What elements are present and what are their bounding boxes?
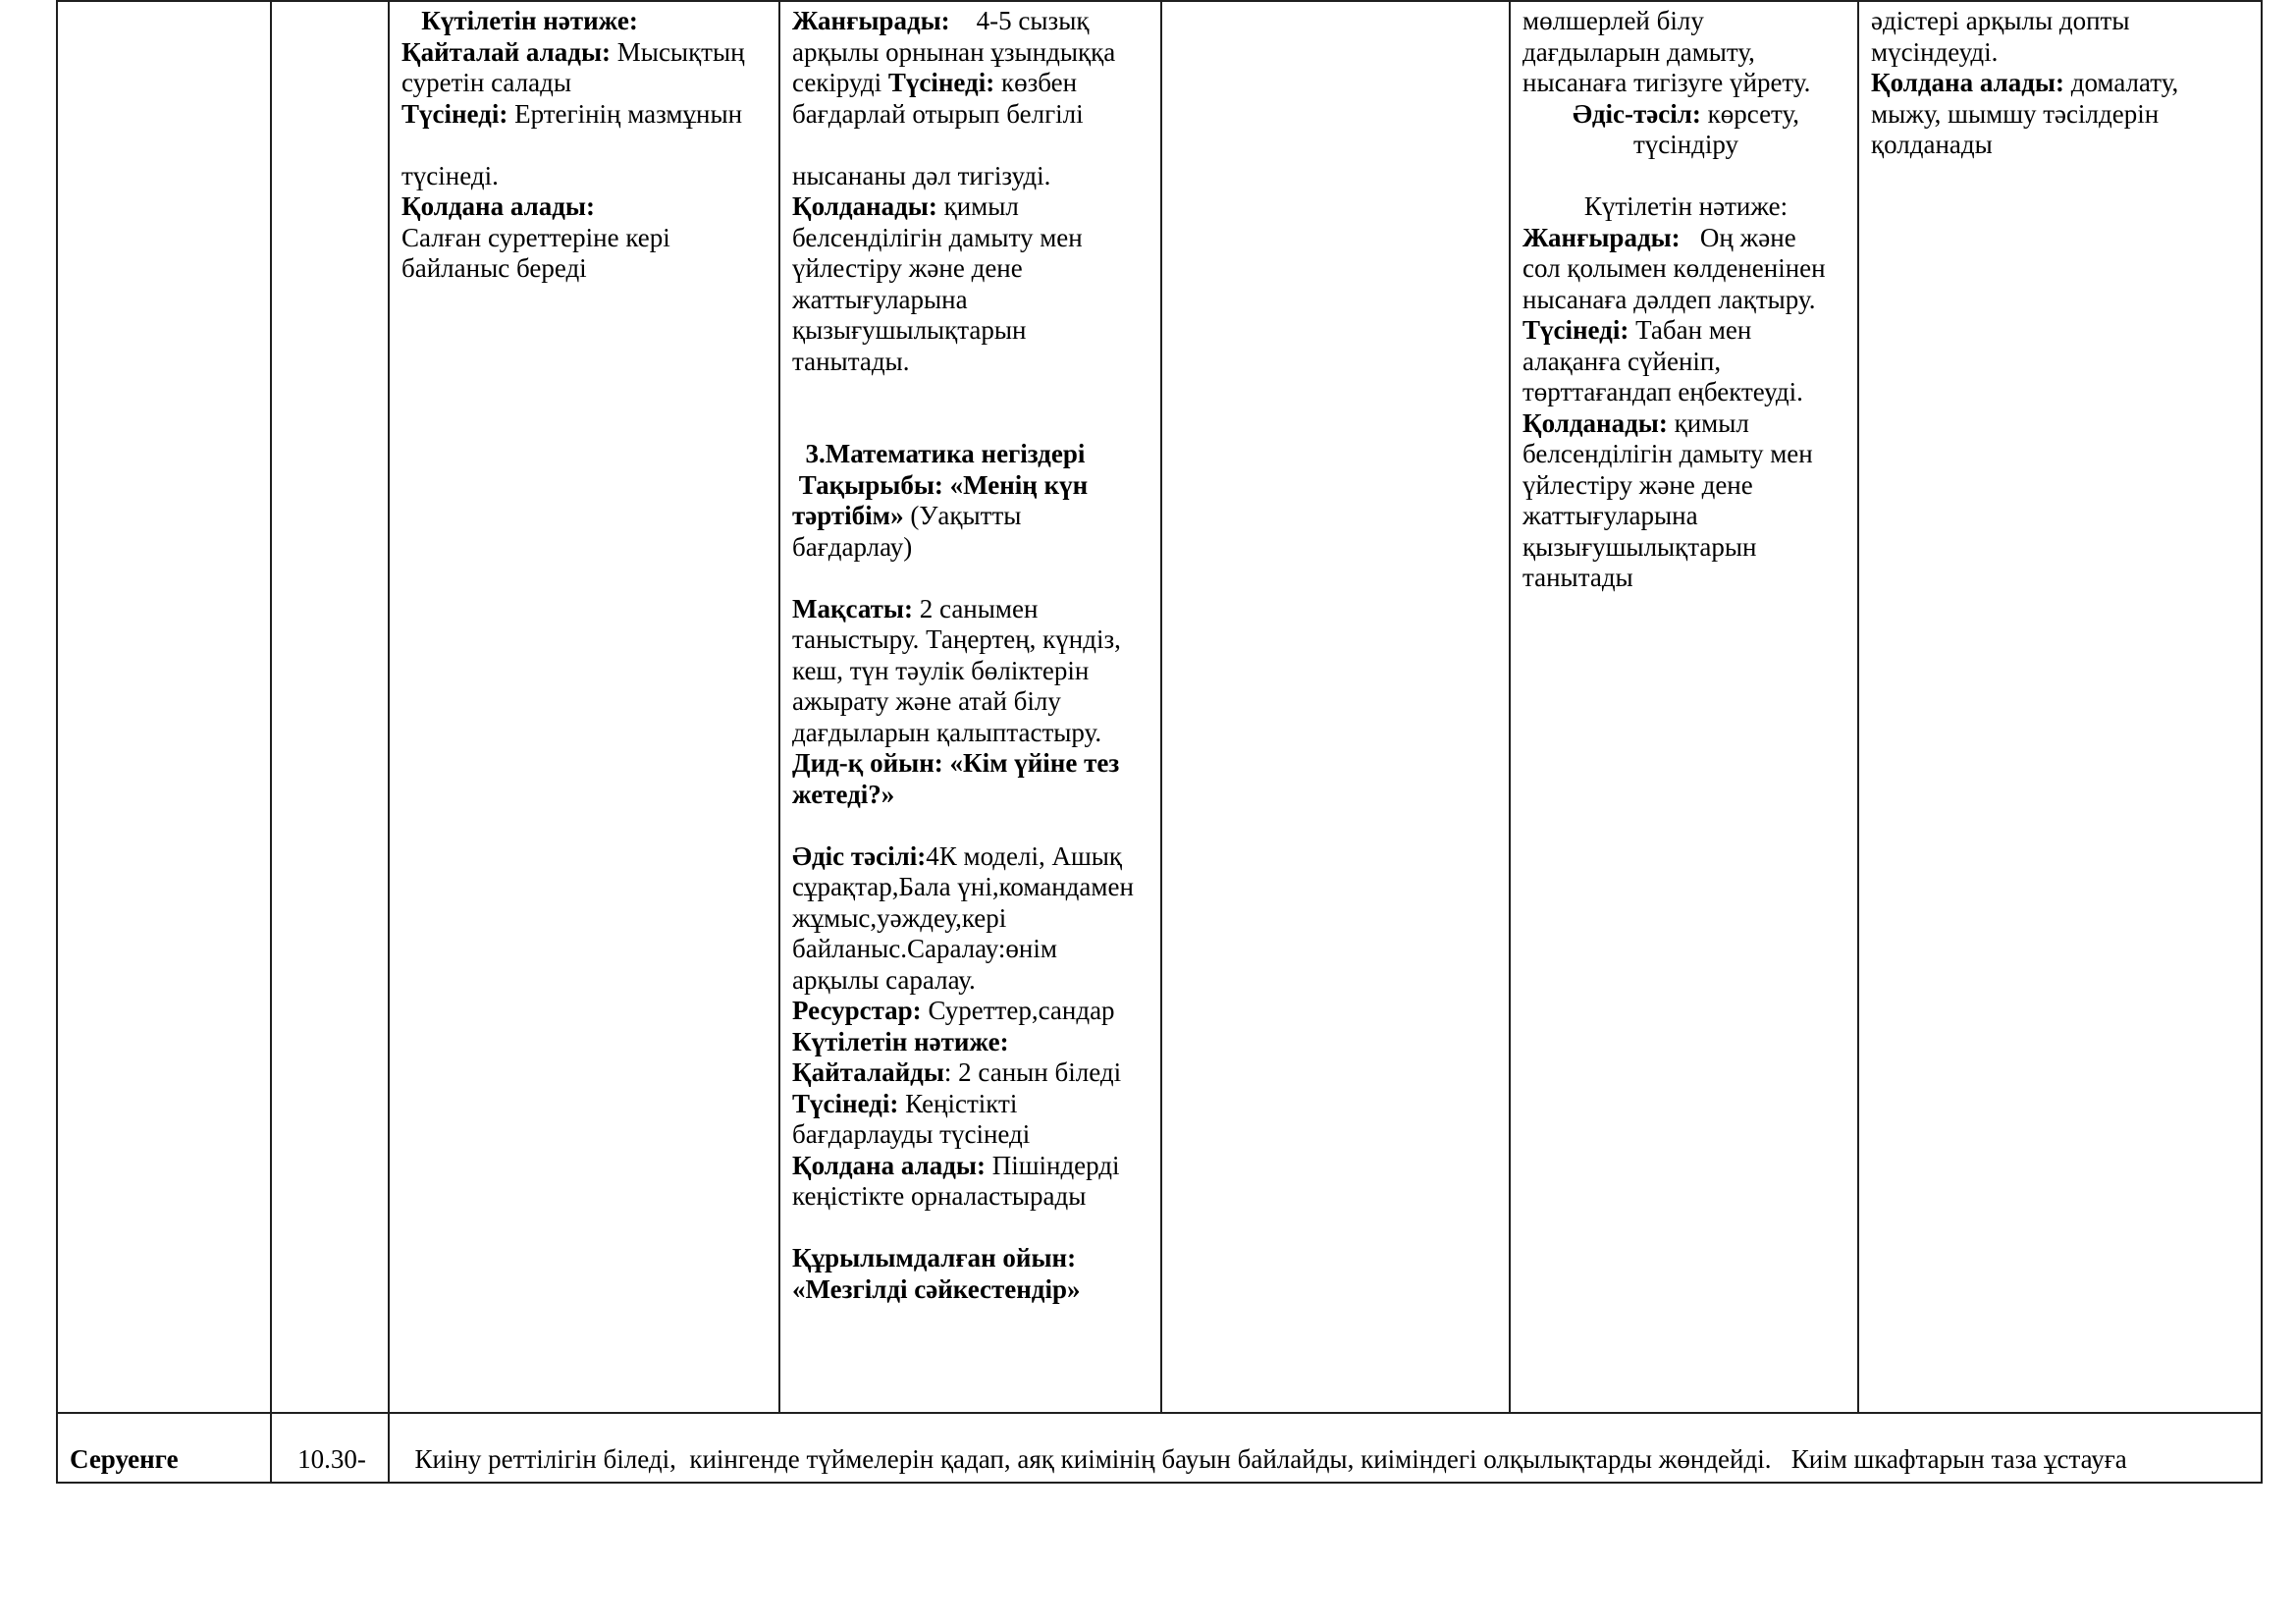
text-line: арқылы саралау.	[792, 964, 976, 995]
text-line: 3.Математика негіздері	[792, 439, 1086, 468]
text-line: Әдіс тәсілі:4К моделі, Ашық	[792, 840, 1123, 871]
text-line: Құрылымдалған ойын:	[792, 1243, 1077, 1272]
math-lesson-text	[792, 6, 1152, 1305]
text-line: Күтілетін нәтиже:	[1583, 191, 1789, 221]
text-line: Қолданады: қимыл	[792, 191, 1019, 221]
text-line: төрттағандап еңбектеуді.	[1522, 377, 1803, 406]
text-line: жетеді?»	[792, 779, 895, 809]
text-line: кеңістікте орналастырады	[792, 1181, 1087, 1211]
text-line: нысанаға дәлдеп лақтыру.	[1522, 284, 1816, 314]
text-line	[792, 1213, 1152, 1244]
text-line: дағдыларын дамыту,	[1522, 36, 1755, 67]
text-line: Түсінеді: Ертегінің мазмұнын	[401, 98, 743, 129]
text-line: мыжу, шымшу тәсілдерін	[1871, 98, 2160, 129]
text-line: жаттығуларына	[792, 284, 968, 314]
text-line: түсіндіру	[1632, 130, 1739, 159]
text-line: Түсінеді: Кеңістікті	[792, 1088, 1018, 1118]
text-line: секіруді Түсінеді: көзбен	[792, 68, 1078, 97]
text-line: ажырату және атай білу	[792, 686, 1061, 716]
text-line: Қолдана алады: Пішіндерді	[792, 1150, 1120, 1180]
lesson-plan-table	[56, 0, 2263, 1484]
text-line: сұрақтар,Бала үні,командамен	[792, 872, 1134, 901]
text-line: бағдарлау)	[792, 531, 913, 562]
text-line: Салған суреттеріне кері	[401, 222, 670, 252]
text-line: бағдарлай отырып белгілі	[792, 98, 1084, 129]
text-line	[792, 563, 1152, 594]
text-line: Әдіс-тәсіл: көрсету,	[1572, 98, 1800, 129]
text-line: әдістері арқылы допты	[1871, 6, 2130, 35]
text-line: суретін салады	[401, 68, 571, 97]
text-line: нысананы дәл тигізуді.	[792, 160, 1051, 190]
text-line: Күтілетін нәтиже:	[401, 6, 638, 35]
text-line	[792, 408, 1152, 440]
text-line: Күтілетін нәтиже:	[792, 1026, 1009, 1056]
text-line: түсінеді.	[401, 160, 499, 190]
text-line: Қайталай алады: Мысықтың	[401, 36, 745, 67]
text-line: мүсіндеуді.	[1871, 36, 1999, 67]
text-line: қолданады	[1871, 130, 1993, 159]
text-line: Жанғырады: Оң және	[1522, 222, 1796, 252]
art-results-text	[401, 6, 771, 285]
text-line	[792, 130, 1152, 161]
text-line: тәртібім» (Уақытты	[792, 501, 1022, 530]
text-line: жаттығуларына	[1522, 501, 1698, 530]
text-line: сол қолымен көлдененінен	[1522, 253, 1826, 283]
cell-art-lesson-results	[389, 1, 779, 1413]
text-line	[401, 130, 771, 161]
text-line: Қолдана алады:	[401, 191, 595, 221]
text-line: Түсінеді: Табан мен	[1522, 315, 1752, 345]
text-line: алақанға сүйеніп,	[1522, 346, 1722, 376]
cell-walk-description	[389, 1413, 2262, 1483]
text-line: арқылы орнынан ұзындыққа	[792, 36, 1116, 67]
text-line: нысанаға тигізуге үйрету.	[1522, 68, 1811, 97]
text-line: мөлшерлей білу	[1522, 6, 1704, 35]
text-line: Қайталайды: 2 санын біледі	[792, 1057, 1122, 1087]
text-line: бағдарлауды түсінеді	[792, 1119, 1031, 1149]
text-line: Мақсаты: 2 санымен	[792, 593, 1039, 623]
text-line: танытады.	[792, 346, 910, 376]
text-line: белсенділігін дамыту мен	[792, 222, 1083, 252]
text-line: қызығушылықтарын	[1522, 531, 1757, 562]
walk-activity-row	[57, 1413, 2262, 1483]
text-line: танытады	[1522, 563, 1633, 592]
text-line: Жанғырады: 4-5 сызық	[792, 6, 1090, 35]
text-line: кеш, түн тәулік бөліктерін	[792, 655, 1090, 685]
walk-description-text: Киіну реттілігін біледі, киінгенде түймелерін қадап, аяқ киімінің бауын байлайды, киіміндегі олқылықтарды жөндейді. Киім шкафтарын таза ұстауға	[401, 1443, 2127, 1474]
cell-modeling	[1858, 1, 2262, 1413]
modeling-text	[1871, 6, 2253, 161]
text-line: таныстыру. Таңертең, күндіз,	[792, 624, 1121, 654]
physical-training-text	[1522, 6, 1849, 594]
walk-time-label: 10.30-	[297, 1443, 366, 1474]
cell-physical-training	[1510, 1, 1858, 1413]
cell-left-empty	[57, 1, 271, 1413]
text-line: «Мезгілді сәйкестендір»	[792, 1273, 1081, 1304]
walk-activity-label: Серуенге	[70, 1443, 179, 1474]
text-line	[1522, 161, 1849, 192]
text-line	[792, 377, 1152, 408]
text-line: жұмыс,уәждеу,кері	[792, 902, 1007, 933]
lesson-content-row	[57, 1, 2262, 1413]
text-line: белсенділігін дамыту мен	[1522, 439, 1813, 468]
text-line	[792, 810, 1152, 841]
text-line: Ресурстар: Суреттер,сандар	[792, 996, 1115, 1025]
cell-walk-time	[271, 1413, 389, 1483]
text-line: Тақырыбы: «Менің күн	[792, 469, 1089, 500]
text-line: Дид-қ ойын: «Кім үйіне тез	[792, 748, 1120, 778]
cell-time-empty	[271, 1, 389, 1413]
text-line: дағдыларын қалыптастыру.	[792, 717, 1102, 747]
text-line: үйлестіру және дене	[1522, 469, 1753, 500]
cell-middle-empty	[1161, 1, 1510, 1413]
text-line: Қолданады: қимыл	[1522, 407, 1749, 438]
text-line: үйлестіру және дене	[792, 253, 1023, 283]
text-line: қызығушылықтарын	[792, 315, 1027, 345]
text-line: байланыс.Саралау:өнім	[792, 934, 1057, 963]
text-line: Қолдана алады: домалату,	[1871, 68, 2179, 97]
text-line: байланыс береді	[401, 253, 587, 283]
cell-math-lesson	[779, 1, 1161, 1413]
cell-walk-activity	[57, 1413, 271, 1483]
